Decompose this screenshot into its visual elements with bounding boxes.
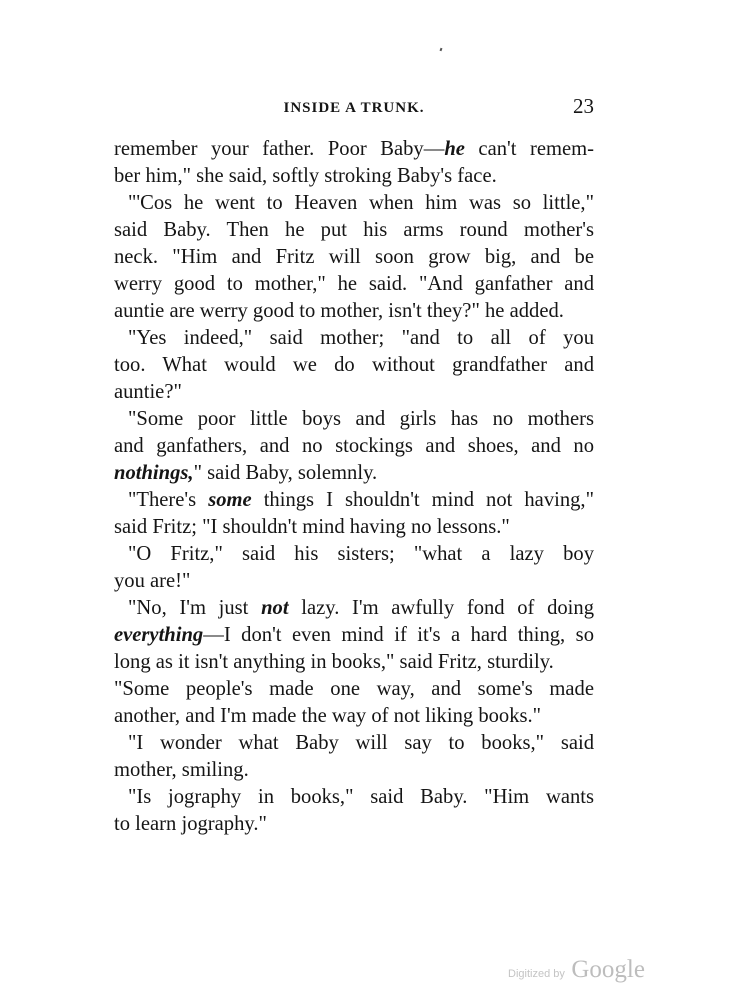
text-run: ber him," she said, softly stroking Baby's face. — [114, 165, 497, 187]
text-run: you are!" — [114, 570, 191, 592]
text-run: mother, smiling. — [114, 759, 249, 781]
text-line — [114, 622, 594, 649]
text-line — [114, 298, 594, 325]
running-head — [114, 92, 594, 122]
text-line — [114, 568, 594, 595]
text-run: "No, I'm just — [128, 597, 262, 619]
text-run: said Fritz; "I shouldn't mind having no lessons." — [114, 516, 510, 538]
emphasis-text: some — [208, 489, 252, 511]
text-run: "Yes indeed," said mother; "and to all of you — [128, 327, 594, 349]
paper-speck — [440, 48, 443, 52]
text-run: werry good to mother," he said. "And ganfather and — [114, 273, 594, 295]
text-run: long as it isn't anything in books," said Fritz, sturdily. — [114, 651, 554, 673]
text-line — [114, 163, 594, 190]
text-line — [114, 406, 594, 433]
text-run: remember your father. Poor Baby— — [114, 138, 445, 160]
text-run: to learn jography." — [114, 813, 267, 835]
text-run: "Is jography in books," said Baby. "Him wants — [128, 786, 594, 808]
emphasis-text: not — [261, 597, 289, 619]
text-run: lazy. I'm awfully fond of doing — [288, 597, 594, 619]
text-line — [114, 730, 594, 757]
text-run: and ganfathers, and no stockings and shoes, and no — [114, 435, 594, 457]
text-run: too. What would we do without grandfather and — [114, 354, 594, 376]
text-run: things I shouldn't mind not having," — [251, 489, 594, 511]
text-line — [114, 433, 594, 460]
watermark-digitized-text: Digitized by — [508, 968, 565, 980]
text-run: said Baby. Then he put his arms round mother's — [114, 219, 594, 241]
text-line — [114, 757, 594, 784]
text-line — [114, 595, 594, 622]
text-line — [114, 487, 594, 514]
text-line — [114, 541, 594, 568]
text-line — [114, 379, 594, 406]
text-run: auntie?" — [114, 381, 182, 403]
text-line — [114, 514, 594, 541]
emphasis-text: everything — [114, 624, 204, 646]
text-line — [114, 244, 594, 271]
text-line — [114, 271, 594, 298]
page-number: 23 — [573, 94, 594, 118]
text-line — [114, 352, 594, 379]
text-line — [114, 136, 594, 163]
google-watermark — [508, 956, 645, 984]
google-logo: Google — [571, 956, 645, 983]
emphasis-text: he — [444, 138, 465, 160]
text-run: "There's — [128, 489, 209, 511]
text-run: can't remem- — [464, 138, 594, 160]
body-text — [114, 136, 594, 838]
text-run: —I don't even mind if it's a hard thing, so — [203, 624, 594, 646]
text-run: " said Baby, solemnly. — [193, 462, 378, 484]
text-run: neck. "Him and Fritz will soon grow big, and be — [114, 246, 594, 268]
text-line — [114, 325, 594, 352]
emphasis-text: nothings, — [114, 462, 194, 484]
text-run: "I wonder what Baby will say to books," said — [128, 732, 594, 754]
text-line — [114, 217, 594, 244]
text-line — [114, 649, 594, 676]
text-line — [114, 460, 594, 487]
text-run: auntie are werry good to mother, isn't they?" he added. — [114, 300, 564, 322]
text-run: "Some poor little boys and girls has no mothers — [128, 408, 594, 430]
text-line — [114, 811, 594, 838]
text-run: "Some people's made one way, and some's made — [114, 678, 594, 700]
text-line — [114, 784, 594, 811]
text-line — [114, 190, 594, 217]
running-title: INSIDE A TRUNK. — [283, 100, 425, 116]
text-run: another, and I'm made the way of not liking books." — [114, 705, 542, 727]
text-line — [114, 703, 594, 730]
text-line — [114, 676, 594, 703]
text-run: "O Fritz," said his sisters; "what a lazy boy — [128, 543, 594, 565]
text-run: "'Cos he went to Heaven when him was so little," — [128, 192, 594, 214]
